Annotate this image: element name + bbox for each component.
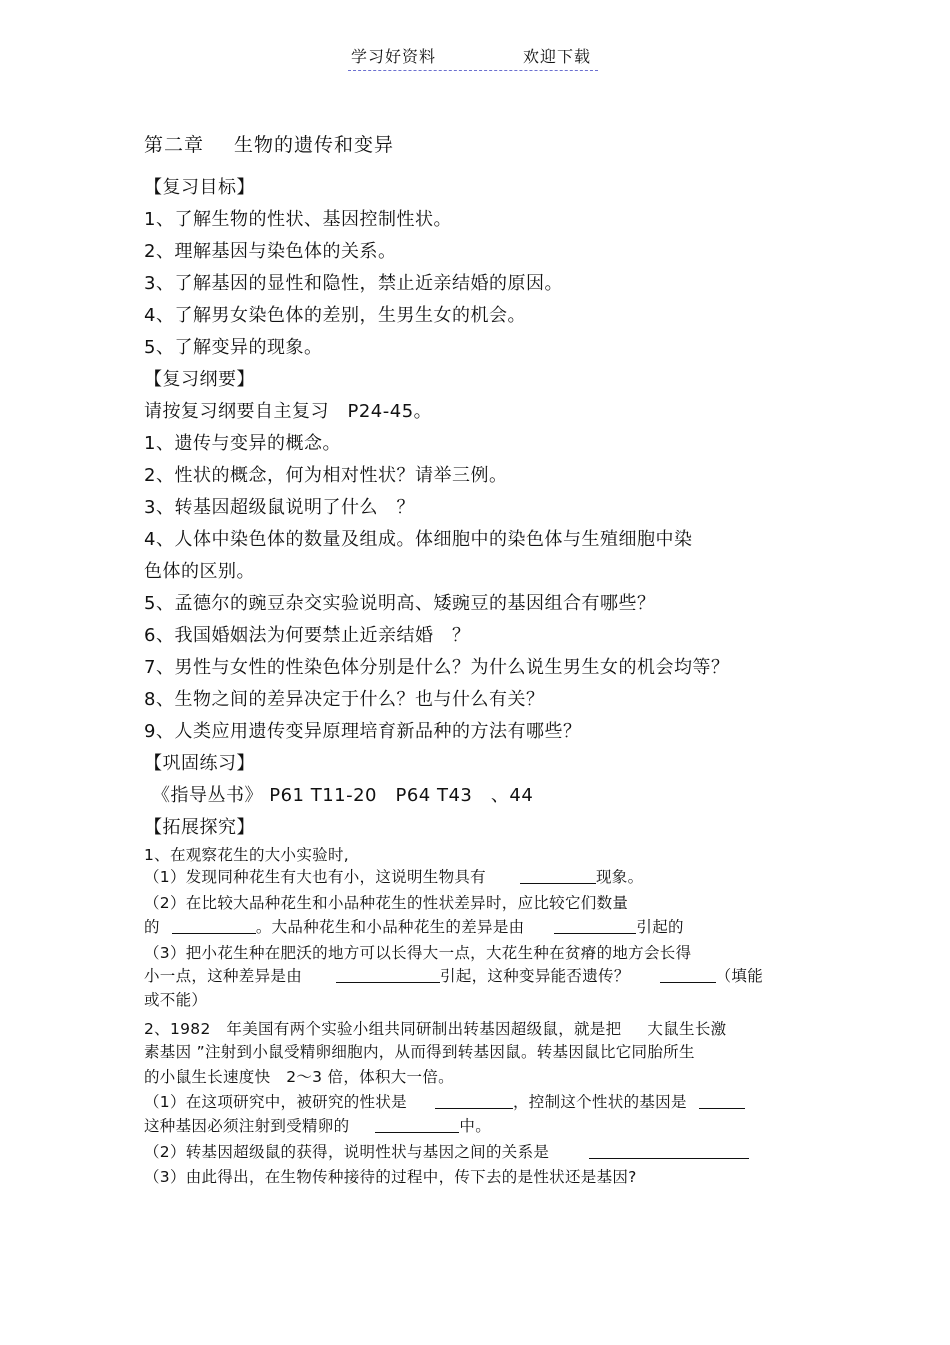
question-1-part-3-cont: 小一点，这种差异是由 引起，这种变异能否遗传？ （填能: [144, 967, 764, 985]
question-1-part-2-cont: 的 。大品种花生和小品种花生的差异是由 引起的: [144, 918, 684, 936]
outline-item: 4、人体中染色体的数量及组成。体细胞中的染色体与生殖细胞中染: [144, 529, 693, 550]
fill-blank[interactable]: [520, 867, 596, 884]
outline-item: 1、遗传与变异的概念。: [144, 433, 341, 454]
question-1-part-2: （2）在比较大品种花生和小品种花生的性状差异时，应比较它们数量: [144, 894, 629, 912]
outline-heading: 【复习纲要】: [144, 369, 255, 390]
chapter-title: [144, 130, 394, 157]
fill-blank[interactable]: [336, 966, 440, 983]
outline-item: 7、男性与女性的性染色体分别是什么？为什么说生男生女的机会均等？: [144, 657, 730, 678]
question-2-part-1: （1）在这项研究中，被研究的性状是 ，控制这个性状的基因是: [144, 1090, 745, 1112]
fill-blank[interactable]: [375, 1116, 459, 1133]
question-2-part-1-cont: 这种基因必须注射到受精卵的 中。: [144, 1117, 492, 1135]
fill-blank[interactable]: [660, 966, 716, 983]
fill-blank[interactable]: [554, 917, 636, 934]
outline-item: 5、孟德尔的豌豆杂交实验说明高、矮豌豆的基因组合有哪些？: [144, 593, 656, 614]
goal-item: 1、了解生物的性状、基因控制性状。: [144, 209, 452, 230]
goals-heading: 【复习目标】: [144, 177, 255, 198]
page-header: [348, 44, 598, 71]
goal-item: 5、了解变异的现象。: [144, 337, 323, 358]
practice-heading: 【巩固练习】: [144, 753, 255, 774]
outline-item: 色体的区别。: [144, 561, 255, 582]
question-2-text: 素基因 ”注射到小鼠受精卵细胞内，从而得到转基因鼠。转基因鼠比它同胎所生: [144, 1043, 695, 1061]
chapter-name: 生物的遗传和变异: [234, 134, 395, 156]
question-1-part-1: （1）发现同种花生有大也有小，这说明生物具有 现象。: [144, 868, 644, 886]
explore-heading: 【拓展探究】: [144, 817, 255, 838]
goal-item: 3、了解基因的显性和隐性，禁止近亲结婚的原因。: [144, 273, 563, 294]
question-1-part-3-note: 或不能）: [144, 991, 208, 1009]
goal-item: 4、了解男女染色体的差别，生男生女的机会。: [144, 305, 526, 326]
header-left-text: 学习好资料: [351, 47, 437, 66]
question-2-part-3: （3）由此得出，在生物传种接待的过程中，传下去的是性状还是基因?: [144, 1168, 637, 1186]
outline-item: 2、性状的概念，何为相对性状？请举三例。: [144, 465, 508, 486]
fill-blank[interactable]: [172, 917, 256, 934]
question-2-part-2: （2）转基因超级鼠的获得，说明性状与基因之间的关系是: [144, 1140, 749, 1162]
fill-blank[interactable]: [435, 1092, 513, 1109]
practice-line: 《指导丛书》 P61 T11-20 P64 T43 、44: [152, 785, 534, 806]
chapter-number: 第二章: [144, 134, 205, 156]
outline-intro: 请按复习纲要自主复习 P24-45。: [144, 401, 433, 422]
question-1-intro: 1、在观察花生的大小实验时,: [144, 846, 349, 864]
outline-item: 6、我国婚姻法为何要禁止近亲结婚 ？: [144, 625, 471, 646]
fill-blank[interactable]: [589, 1142, 749, 1159]
outline-item: 3、转基因超级鼠说明了什么 ？: [144, 497, 415, 518]
header-right-text: 欢迎下载: [523, 47, 592, 66]
goal-item: 2、理解基因与染色体的关系。: [144, 241, 397, 262]
fill-blank[interactable]: [699, 1092, 745, 1109]
question-2-intro: 2、1982 年美国有两个实验小组共同研制出转基因超级鼠，就是把 大鼠生长激: [144, 1020, 727, 1038]
outline-item: 8、生物之间的差异决定于什么？也与什么有关？: [144, 689, 545, 710]
outline-item: 9、人类应用遗传变异原理培育新品种的方法有哪些？: [144, 721, 582, 742]
question-2-text: 的小鼠生长速度快 2～3 倍，体积大一倍。: [144, 1068, 454, 1086]
question-1-part-3: （3）把小花生种在肥沃的地方可以长得大一点，大花生种在贫瘠的地方会长得: [144, 944, 692, 962]
